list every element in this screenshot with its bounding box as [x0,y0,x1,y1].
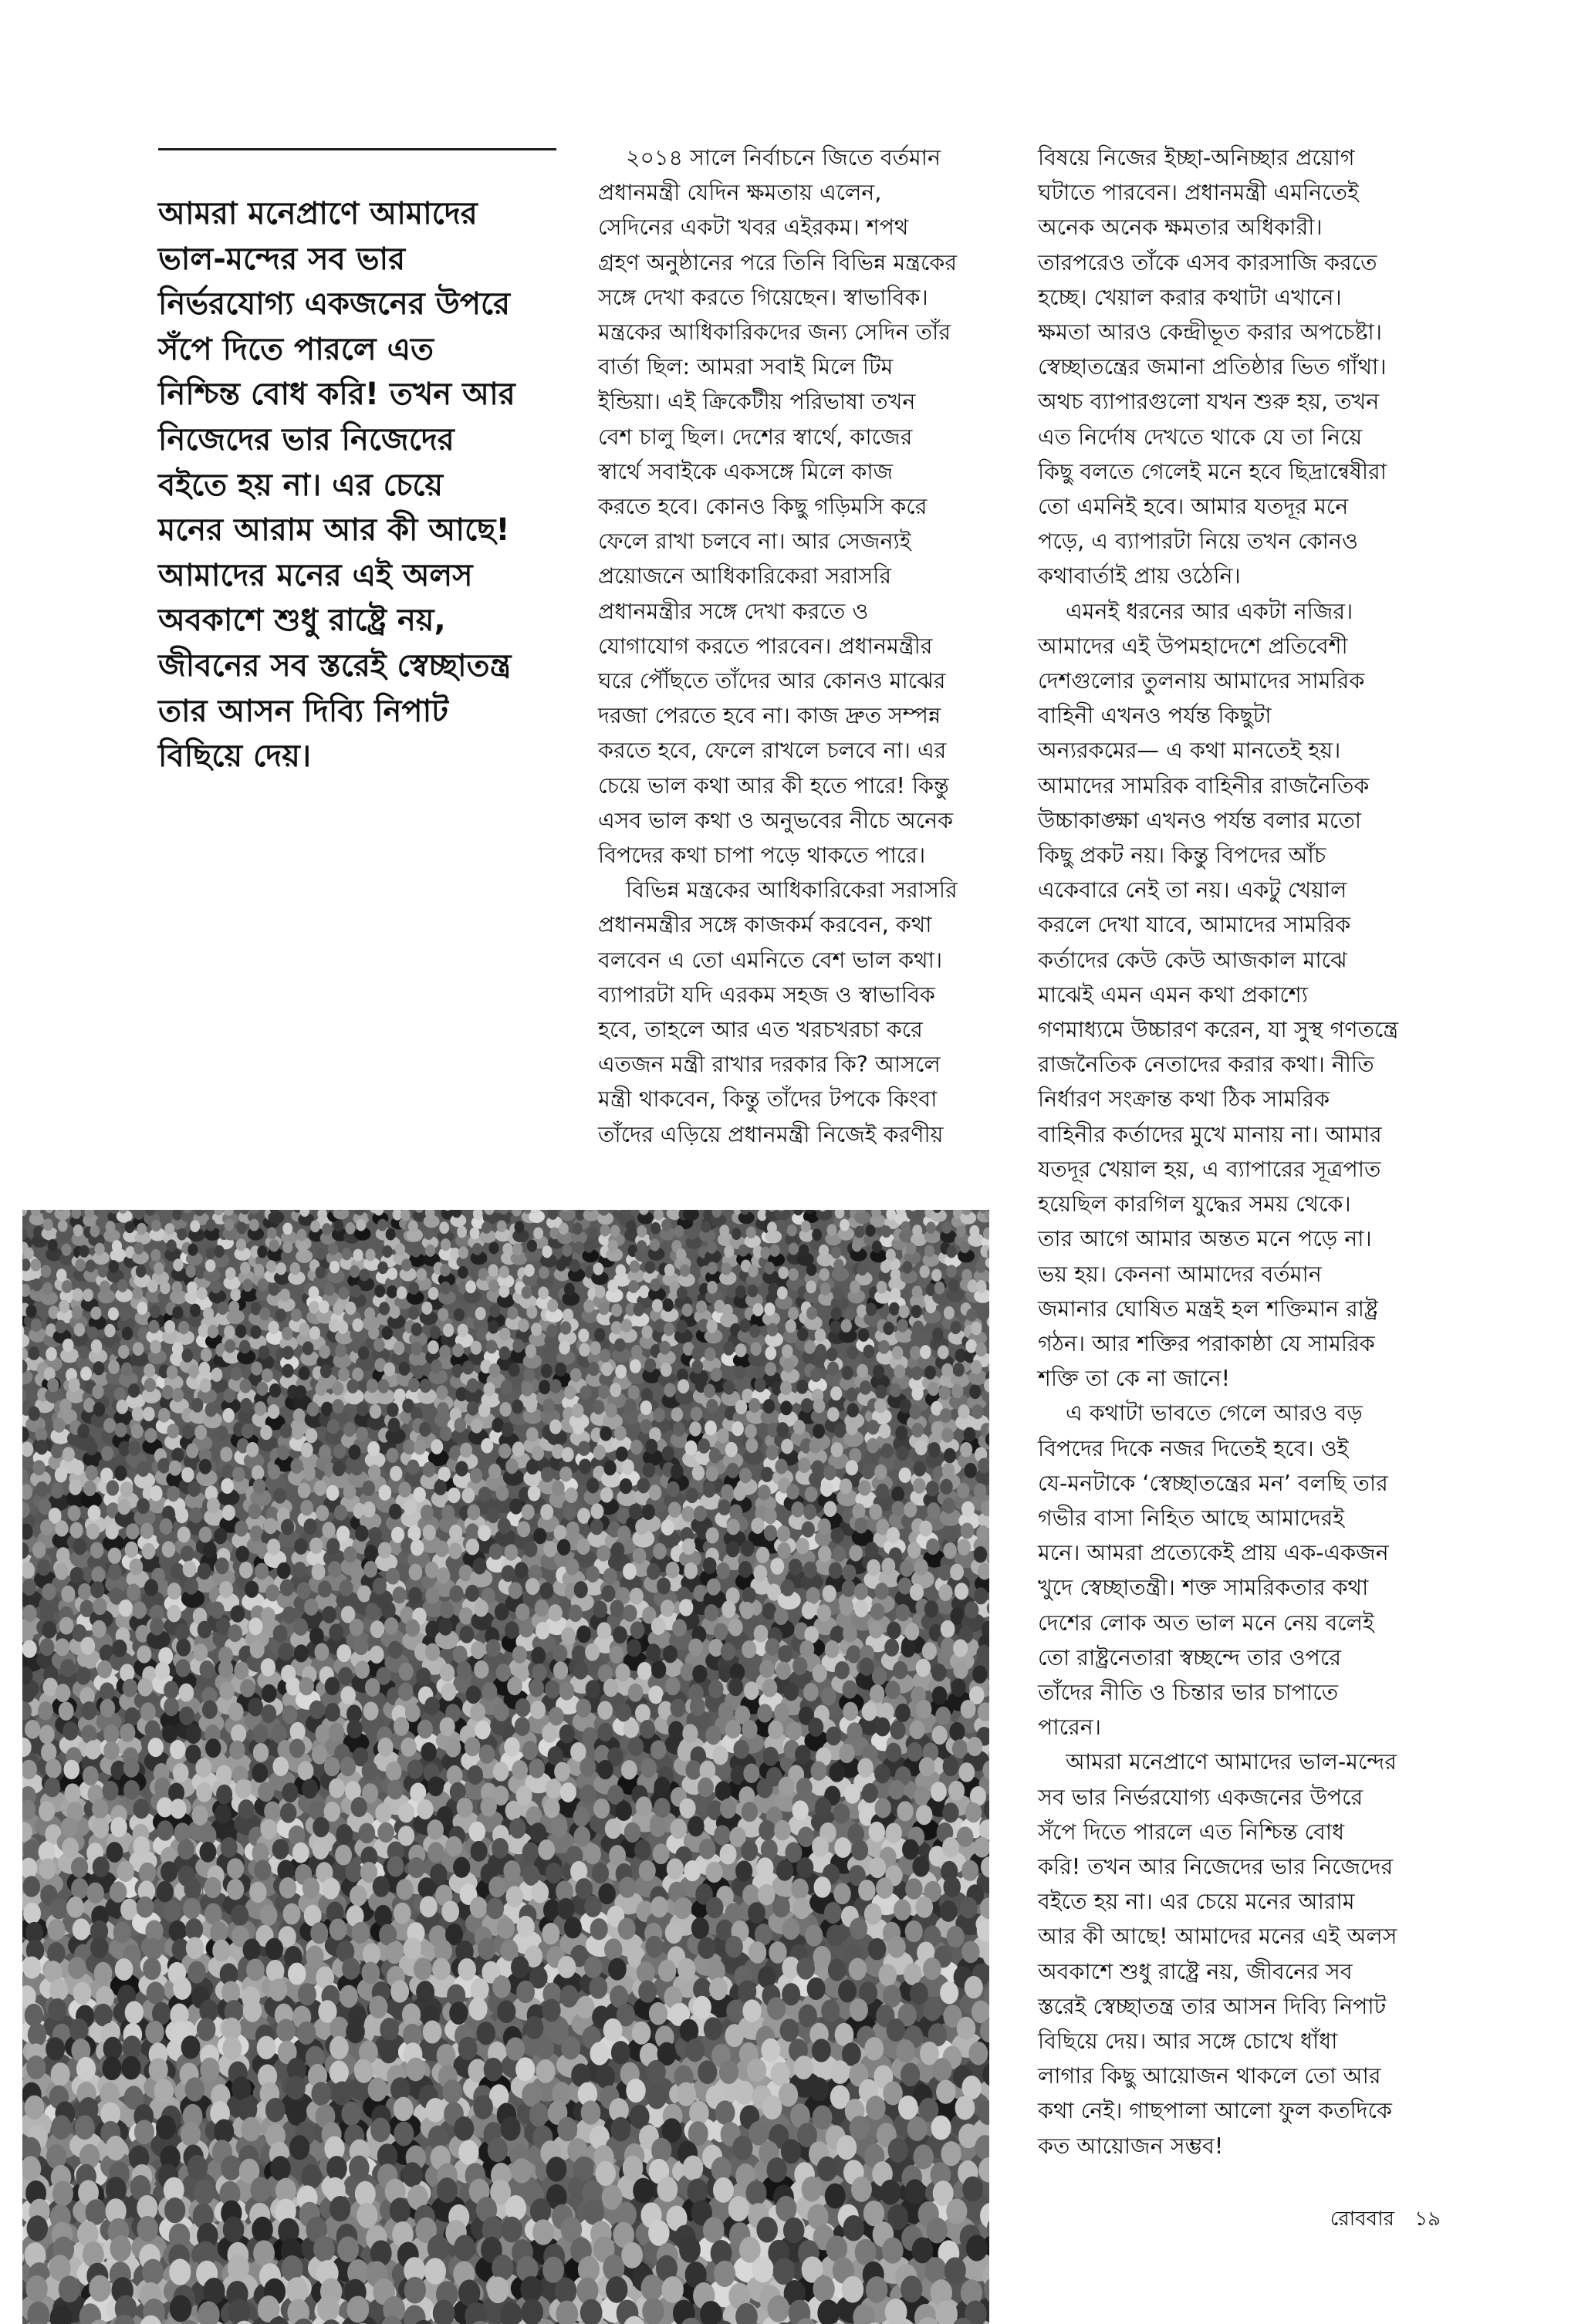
pull-quote-line: আমাদের মনের এই অলস [158,557,473,593]
article-line: আমরা মনেপ্রাণে আমাদের ভাল-মন্দের [1066,1749,1397,1775]
crowd-photo [22,1210,989,2324]
pull-quote-line: অবকাশে শুধু রাষ্ট্রে নয়, [158,603,446,639]
article-line: অনেক অনেক ক্ষমতার অধিকারী। [1038,214,1323,241]
pull-quote-line: ভাল-মন্দের সব ভার [158,241,406,277]
article-line: হয়েছিল কারগিল যুদ্ধের সময় থেকে। [1038,1191,1351,1218]
article-line: অবকাশে শুধু রাষ্ট্রে নয়, জীবনের সব [1038,1958,1353,1985]
article-column-middle [598,140,999,1152]
article-line: করলে দেখা যাবে, আমাদের সামরিক [1038,912,1351,938]
article-line: ইন্ডিয়া। এই ক্রিকেটীয় পরিভাষা তখন [598,389,916,415]
pull-quote-line: সঁপে দিতে পারলে এত [158,331,434,367]
article-line: স্তরেই স্বেচ্ছাতন্ত্র তার আসন দিব্যি নিপাট [1038,1993,1387,2019]
article-line: অথচ ব্যাপারগুলো যখন শুরু হয়, তখন [1038,389,1380,415]
pull-quote-rule [158,148,556,150]
article-line: একেবারে নেই তা নয়। একটু খেয়াল [1038,877,1347,904]
article-line: করি! তখন আর নিজেদের ভার নিজেদের [1038,1853,1394,1880]
article-line: অন্যরকমের— এ কথা মানতেই হয়। [1038,738,1341,764]
article-line: এতজন মন্ত্রী রাখার দরকার কি? আসলে [598,1052,941,1078]
article-line: ফেলে রাখা চলবে না। আর সেজন্যই [598,529,911,555]
article-line: খুদে স্বেচ্ছাতন্ত্রী। শক্ত সামরিকতার কথা [1038,1575,1369,1601]
crowd-photo-image [22,1210,989,2324]
article-line: গভীর বাসা নিহিত আছে আমাদেরই [1038,1505,1345,1531]
pull-quote-line: আমরা মনেপ্রাণে আমাদের [158,196,478,231]
article-line: কিছু প্রকট নয়। কিন্তু বিপদের আঁচ [1038,843,1326,869]
article-line: প্রধানমন্ত্রীর সঙ্গে কাজকর্ম করবেন, কথা [598,912,932,938]
article-line: করতে হবে, ফেলে রাখলে চলবে না। এর [598,738,947,764]
article-line: উচ্চাকাঙ্ক্ষা এখনও পর্যন্ত বলার মতো [1038,807,1362,833]
article-line: শক্তি তা কে না জানে! [1038,1366,1231,1392]
article-line: বলবেন এ তো এমনিতে বেশ ভাল কথা। [598,947,943,973]
page-number: ১৯ [1414,2207,1441,2231]
article-line: গণমাধ্যমে উচ্চারণ করেন, যা সুস্থ গণতন্ত্রে [1038,1017,1399,1043]
article-line: স্বার্থে সবাইকে একসঙ্গে মিলে কাজ [598,458,894,485]
article-line: তার আগে আমার অন্তত মনে পড়ে না। [1038,1226,1372,1252]
article-line: বিছিয়ে দেয়। আর সঙ্গে চোখে ধাঁধা [1038,2028,1338,2054]
article-line: সঙ্গে দেখা করতে গিয়েছেন। স্বাভাবিক। [598,284,928,310]
article-line: হবে, তাহলে আর এত খরচখরচা করে [598,1017,923,1043]
article-line: মন্ত্রী থাকবেন, কিন্তু তাঁদের টপকে কিংবা [598,1086,938,1113]
article-line: এমনই ধরনের আর একটা নজির। [1066,598,1353,624]
article-line: করতে হবে। কোনও কিছু গড়িমসি করে [598,494,928,520]
article-line: বার্তা ছিল: আমরা সবাই মিলে টিম [598,354,894,380]
article-line: এসব ভাল কথা ও অনুভবের নীচে অনেক [598,807,954,833]
article-line: লাগার কিছু আয়োজন থাকলে তো আর [1038,2063,1381,2089]
article-line: দরজা পেরতে হবে না। কাজ দ্রুত সম্পন্ন [598,703,941,729]
article-line: বিপদের দিকে নজর দিতেই হবে। ওই [1038,1435,1349,1461]
article-line: পারেন। [1038,1714,1101,1741]
article-line: প্রধানমন্ত্রী যেদিন ক্ষমতায় এলেন, [598,180,882,206]
article-line: দেশের লোক অত ভাল মনে নেয় বলেই [1038,1610,1374,1636]
article-line: হচ্ছে। খেয়াল করার কথাটা এখানে। [1038,284,1342,310]
article-line: কথাবার্তাই প্রায় ওঠেনি। [1038,563,1241,589]
pull-quote-line: বইতে হয় না। এর চেয়ে [158,467,444,503]
article-line: দেশগুলোর তুলনায় আমাদের সামরিক [1038,668,1365,694]
pull-quote-line: বিছিয়ে দেয়। [158,738,312,775]
pull-quote-line: তার আসন দিব্যি নিপাট [158,693,448,729]
article-line: আমাদের সামরিক বাহিনীর রাজনৈতিক [1038,772,1370,799]
article-line: মন্ত্রকের আধিকারিকদের জন্য সেদিন তাঁর [598,319,951,346]
article-line: ঘটাতে পারবেন। প্রধানমন্ত্রী এমনিতেই [1038,180,1359,206]
article-line: তাঁদের এড়িয়ে প্রধানমন্ত্রী নিজেই করণীয় [598,1121,944,1147]
pull-quote-line: জীবনের সব স্তরেই স্বেচ্ছাতন্ত্র [158,647,512,684]
article-line: বিপদের কথা চাপা পড়ে থাকতে পারে। [598,843,926,869]
article-line: বাহিনী এখনও পর্যন্ত কিছুটা [1038,703,1272,729]
article-line: সেদিনের একটা খবর এইরকম। শপথ [598,214,909,241]
article-line: কথা নেই। গাছপালা আলো ফুল কতদিকে [1038,2098,1392,2124]
article-line: প্রয়োজনে আধিকারিকেরা সরাসরি [598,563,892,589]
article-line: রাজনৈতিক নেতাদের করার কথা। নীতি [1038,1052,1374,1078]
article-line: বাহিনীর কর্তাদের মুখে মানায় না। আমার [1038,1121,1382,1147]
article-line: আমাদের এই উপমহাদেশে প্রতিবেশী [1038,633,1348,659]
article-line: আর কী আছে! আমাদের মনের এই অলস [1038,1924,1397,1950]
article-line: যতদূর খেয়াল হয়, এ ব্যাপারের সূত্রপাত [1038,1156,1381,1182]
publication-name: রোববার [1330,2207,1394,2231]
article-line: ব্যাপারটা যদি এরকম সহজ ও স্বাভাবিক [598,981,935,1008]
article-line: পড়ে, এ ব্যাপারটা নিয়ে তখন কোনও [1038,529,1358,555]
article-line: বিভিন্ন মন্ত্রকের আধিকারিকেরা সরাসরি [626,877,958,904]
article-line: প্রধানমন্ত্রীর সঙ্গে দেখা করতে ও [598,598,869,624]
article-line: সব ভার নির্ভরযোগ্য একজনের উপরে [1038,1784,1364,1810]
article-line: কিছু বলতে গেলেই মনে হবে ছিদ্রান্বেষীরা [1038,458,1387,485]
article-line: মনে। আমরা প্রত্যেকেই প্রায় এক-একজন [1038,1540,1389,1566]
article-line: বইতে হয় না। এর চেয়ে মনের আরাম [1038,1889,1355,1915]
article-line: বেশ চালু ছিল। দেশের স্বার্থে, কাজের [598,424,913,450]
article-line: নির্ধারণ সংক্রান্ত কথা ঠিক সামরিক [1038,1086,1330,1113]
article-line: তাঁদের নীতি ও চিন্তার ভার চাপাতে [1038,1679,1339,1705]
article-line: যোগাযোগ করতে পারবেন। প্রধানমন্ত্রীর [598,633,933,659]
article-line: তো এমনিই হবে। আমার যতদূর মনে [1038,494,1349,520]
pull-quote-line: নিশ্চিন্ত বোধ করি! তখন আর [158,377,515,413]
article-line: গঠন। আর শক্তির পরাকাষ্ঠা যে সামরিক [1038,1330,1375,1356]
article-line: ঘরে পৌঁছতে তাঁদের আর কোনও মাঝের [598,668,946,694]
article-line: মাঝেই এমন এমন কথা প্রকাশ্যে [1038,981,1308,1008]
article-line: কর্তাদের কেউ কেউ আজকাল মাঝে [1038,947,1347,973]
pull-quote-line: নিজেদের ভার নিজেদের [158,421,455,458]
article-line: এ কথাটা ভাবতে গেলে আরও বড় [1066,1400,1363,1427]
article-line: তারপরেও তাঁকে এসব কারসাজি করতে [1038,249,1377,275]
article-line: যে-মনটাকে ‘স্বেচ্ছাতন্ত্রের মন’ বলছি তার [1038,1470,1388,1496]
page-footer [1330,2203,1441,2237]
article-column-right [1038,140,1439,2164]
pull-quote-line: মনের আরাম আর কী আছে! [158,512,510,549]
article-line: এত নির্দোষ দেখতে থাকে যে তা নিয়ে [1038,424,1363,450]
article-line: গ্রহণ অনুষ্ঠানের পরে তিনি বিভিন্ন মন্ত্রকের [598,249,958,275]
article-line: সঁপে দিতে পারলে এত নিশ্চিন্ত বোধ [1038,1819,1345,1845]
pull-quote-line: নির্ভরযোগ্য একজনের উপরে [158,286,511,323]
article-line: জমানার ঘোষিত মন্ত্রই হল শক্তিমান রাষ্ট্র [1038,1295,1379,1322]
article-line: চেয়ে ভাল কথা আর কী হতে পারে! কিন্তু [598,772,949,799]
article-line: বিষয়ে নিজের ইচ্ছা-অনিচ্ছার প্রয়োগ [1038,145,1355,171]
pull-quote [158,191,575,779]
article-line: তো রাষ্ট্রনেতারা স্বচ্ছন্দে তার ওপরে [1038,1644,1342,1670]
article-line: স্বেচ্ছাতন্ত্রের জমানা প্রতিষ্ঠার ভিত গাঁথা। [1038,354,1387,380]
article-line: ২০১৪ সালে নির্বাচনে জিতে বর্তমান [626,145,941,171]
article-line: কত আয়োজন সম্ভব! [1038,2133,1224,2159]
article-line: ভয় হয়। কেননা আমাদের বর্তমান [1038,1261,1322,1287]
article-line: ক্ষমতা আরও কেন্দ্রীভূত করার অপচেষ্টা। [1038,319,1382,346]
